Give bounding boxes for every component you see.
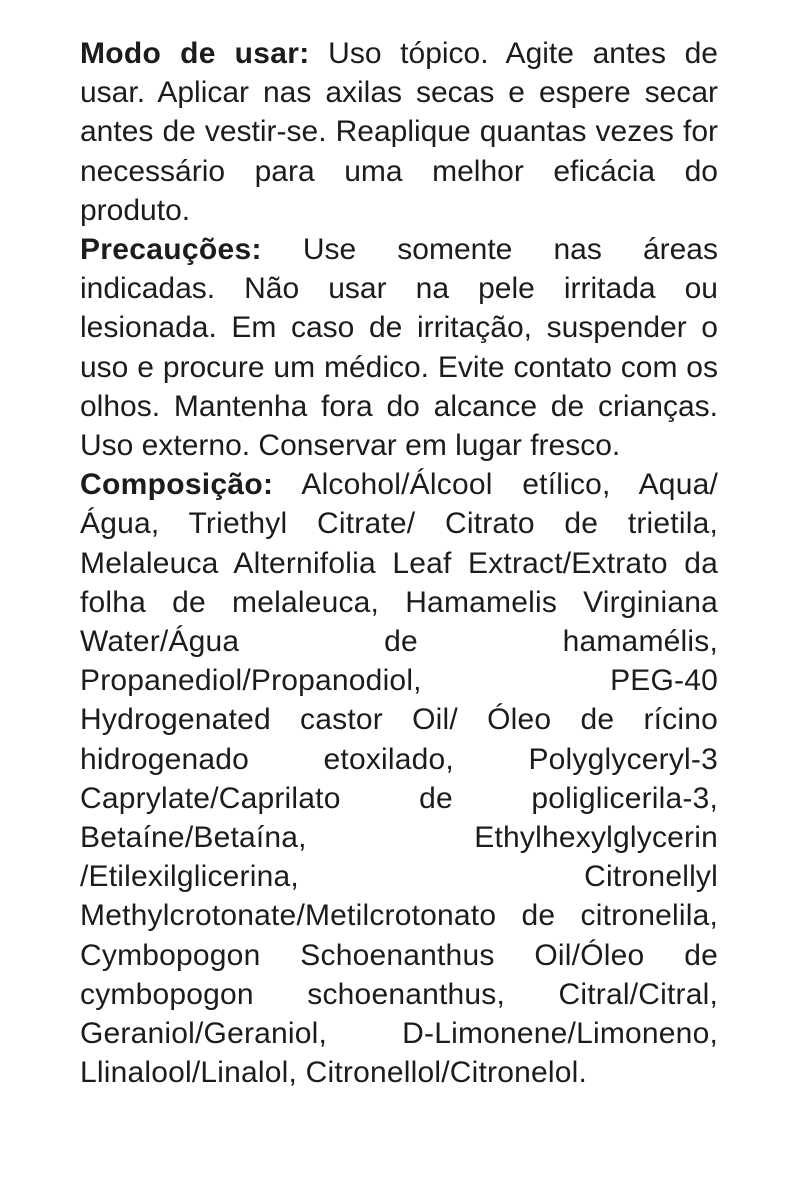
precautions-label: Precauções: — [80, 233, 262, 267]
usage-section — [80, 34, 718, 230]
precautions-section — [80, 230, 718, 465]
precautions-text: Use somente nas áreas indicadas. Não usar na pele irritada ou lesionada. Em caso de irritação, suspender o uso e procure um médico. Evite contato com os olhos. Mantenha fora do alcance de crianças. Uso externo. Conservar em lugar fresco. — [80, 233, 718, 463]
usage-label: Modo de usar: — [80, 37, 310, 70]
usage-text: Uso tópico. Agite antes de usar. Aplicar nas axilas secas e espere secar antes de vestir-se. Reaplique quantas vezes for necessário para uma melhor eficácia do produto. — [80, 37, 718, 227]
composition-label: Composição: — [80, 468, 274, 502]
composition-text: Alcohol/Álcool etílico, Aqua/Água, Triethyl Citrate/ Citrato de trietila, Melaleuca Alternifolia Leaf Extract/Extrato da folha de melaleuca, Hamamelis Virginiana Water/Água de hamamélis, Propanediol/Propanodiol, PEG-40 Hydrogenated castor Oil/ Óleo de rícino hidrogenado etoxilado, Polyglyceryl-3 Caprylate/Caprilato de poliglicerila-3, Betaíne/Betaína, Ethylhexylglycerin /Etilexilglicerina, Citronellyl Methylcrotonate/Metilcrotonato de citronelila, Cymbopogon Schoenanthus Oil/Óleo de cymbopogon schoenanthus, Citral/Citral, Geraniol/Geraniol, D-Limonene/Limoneno, Llinalool/Linalol, Citronellol/Citronelol. — [80, 468, 718, 1090]
product-label-text — [80, 34, 718, 1092]
composition-section — [80, 465, 718, 1092]
